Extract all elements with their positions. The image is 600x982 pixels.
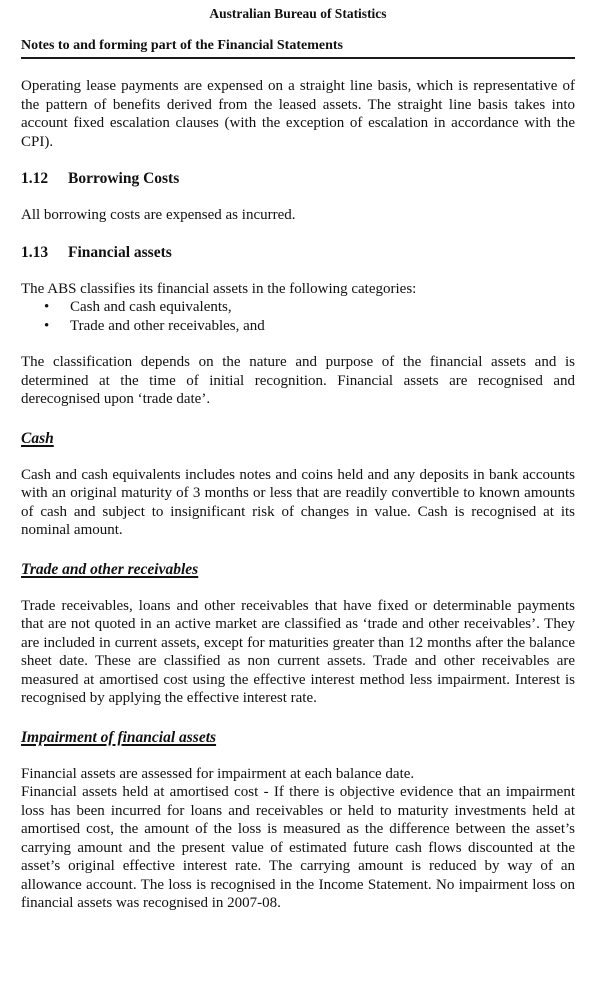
paragraph-cash: Cash and cash equivalents includes notes and coins held and any deposits in bank accounts with an original maturity of 3 months or less that are readily convertible to known amounts of cash and subject to insignificant risk of changes in value. Cash is recognised at its nominal amount. (21, 466, 575, 538)
heading-title: Borrowing Costs (68, 170, 180, 187)
bullet-icon: • (44, 317, 50, 334)
paragraph-impairment-assessed: Financial assets are assessed for impairment at each balance date. (21, 765, 415, 782)
paragraph-impairment-detail: Financial assets held at amortised cost - If there is objective evidence that an impairment loss has been incurred for loans and receivables or held to maturity investments held at amortised cost, the amount of the loss is measured as the difference between the asset’s carrying amount and the present value of estimated future cash flows discounted at the asset’s original effective interest rate. The carrying amount is reduced by way of an allowance account. The loss is recognised in the Income Statement. No impairment loss on financial assets was recognised in 2007-08. (21, 784, 575, 911)
paragraph-categories-intro: The ABS classifies its financial assets in the following categories: (21, 280, 417, 297)
list-item-text: Cash and cash equivalents, (70, 299, 232, 315)
heading-number: 1.12 (21, 170, 49, 187)
heading-title: Financial assets (68, 243, 172, 261)
document-title: Australian Bureau of Statistics (209, 6, 387, 21)
paragraph-classification: The classification depends on the nature and purpose of the financial assets and is determined at the time of initial recognition. Financial assets are recognised and derecognised upon ‘trade date’. (21, 354, 575, 407)
paragraph-borrowing-costs: All borrowing costs are expensed as incurred. (21, 207, 296, 223)
heading-borrowing-costs (21, 169, 575, 188)
document-subtitle (21, 38, 575, 59)
list-item-text: Trade and other receivables, and (70, 317, 265, 334)
heading-financial-assets (21, 243, 575, 262)
subheading-impairment (21, 728, 575, 747)
subheading-cash (21, 429, 575, 448)
list-item (21, 298, 575, 317)
list-item (21, 317, 575, 336)
subheading-text: Impairment of financial assets (21, 728, 217, 746)
document-subtitle-text: Notes to and forming part of the Financial Statements (21, 38, 343, 53)
financial-asset-categories-list (21, 298, 575, 335)
paragraph-trade-receivables: Trade receivables, loans and other receivables that have fixed or determinable payments that are not quoted in an active market are classified as ‘trade and other receivables’. They are included in current assets, except for maturities greater than 12 months after the balance sheet date. These are classified as non current assets. Trade and other receivables are measured at amortised cost using the effective interest method less impairment. Interest is recognised by applying the effective interest rate. (21, 597, 575, 706)
paragraph-operating-lease: Operating lease payments are expensed on a straight line basis, which is representative of the pattern of benefits derived from the leased assets. The straight line basis takes into account fixed escalation clauses (with the exception of escalation in accordance with the CPI). (21, 78, 575, 150)
subheading-trade-receivables (21, 560, 575, 579)
subheading-text: Cash (21, 429, 54, 447)
heading-number: 1.13 (21, 243, 49, 261)
bullet-icon: • (44, 299, 50, 315)
subheading-text: Trade and other receivables (21, 560, 199, 578)
